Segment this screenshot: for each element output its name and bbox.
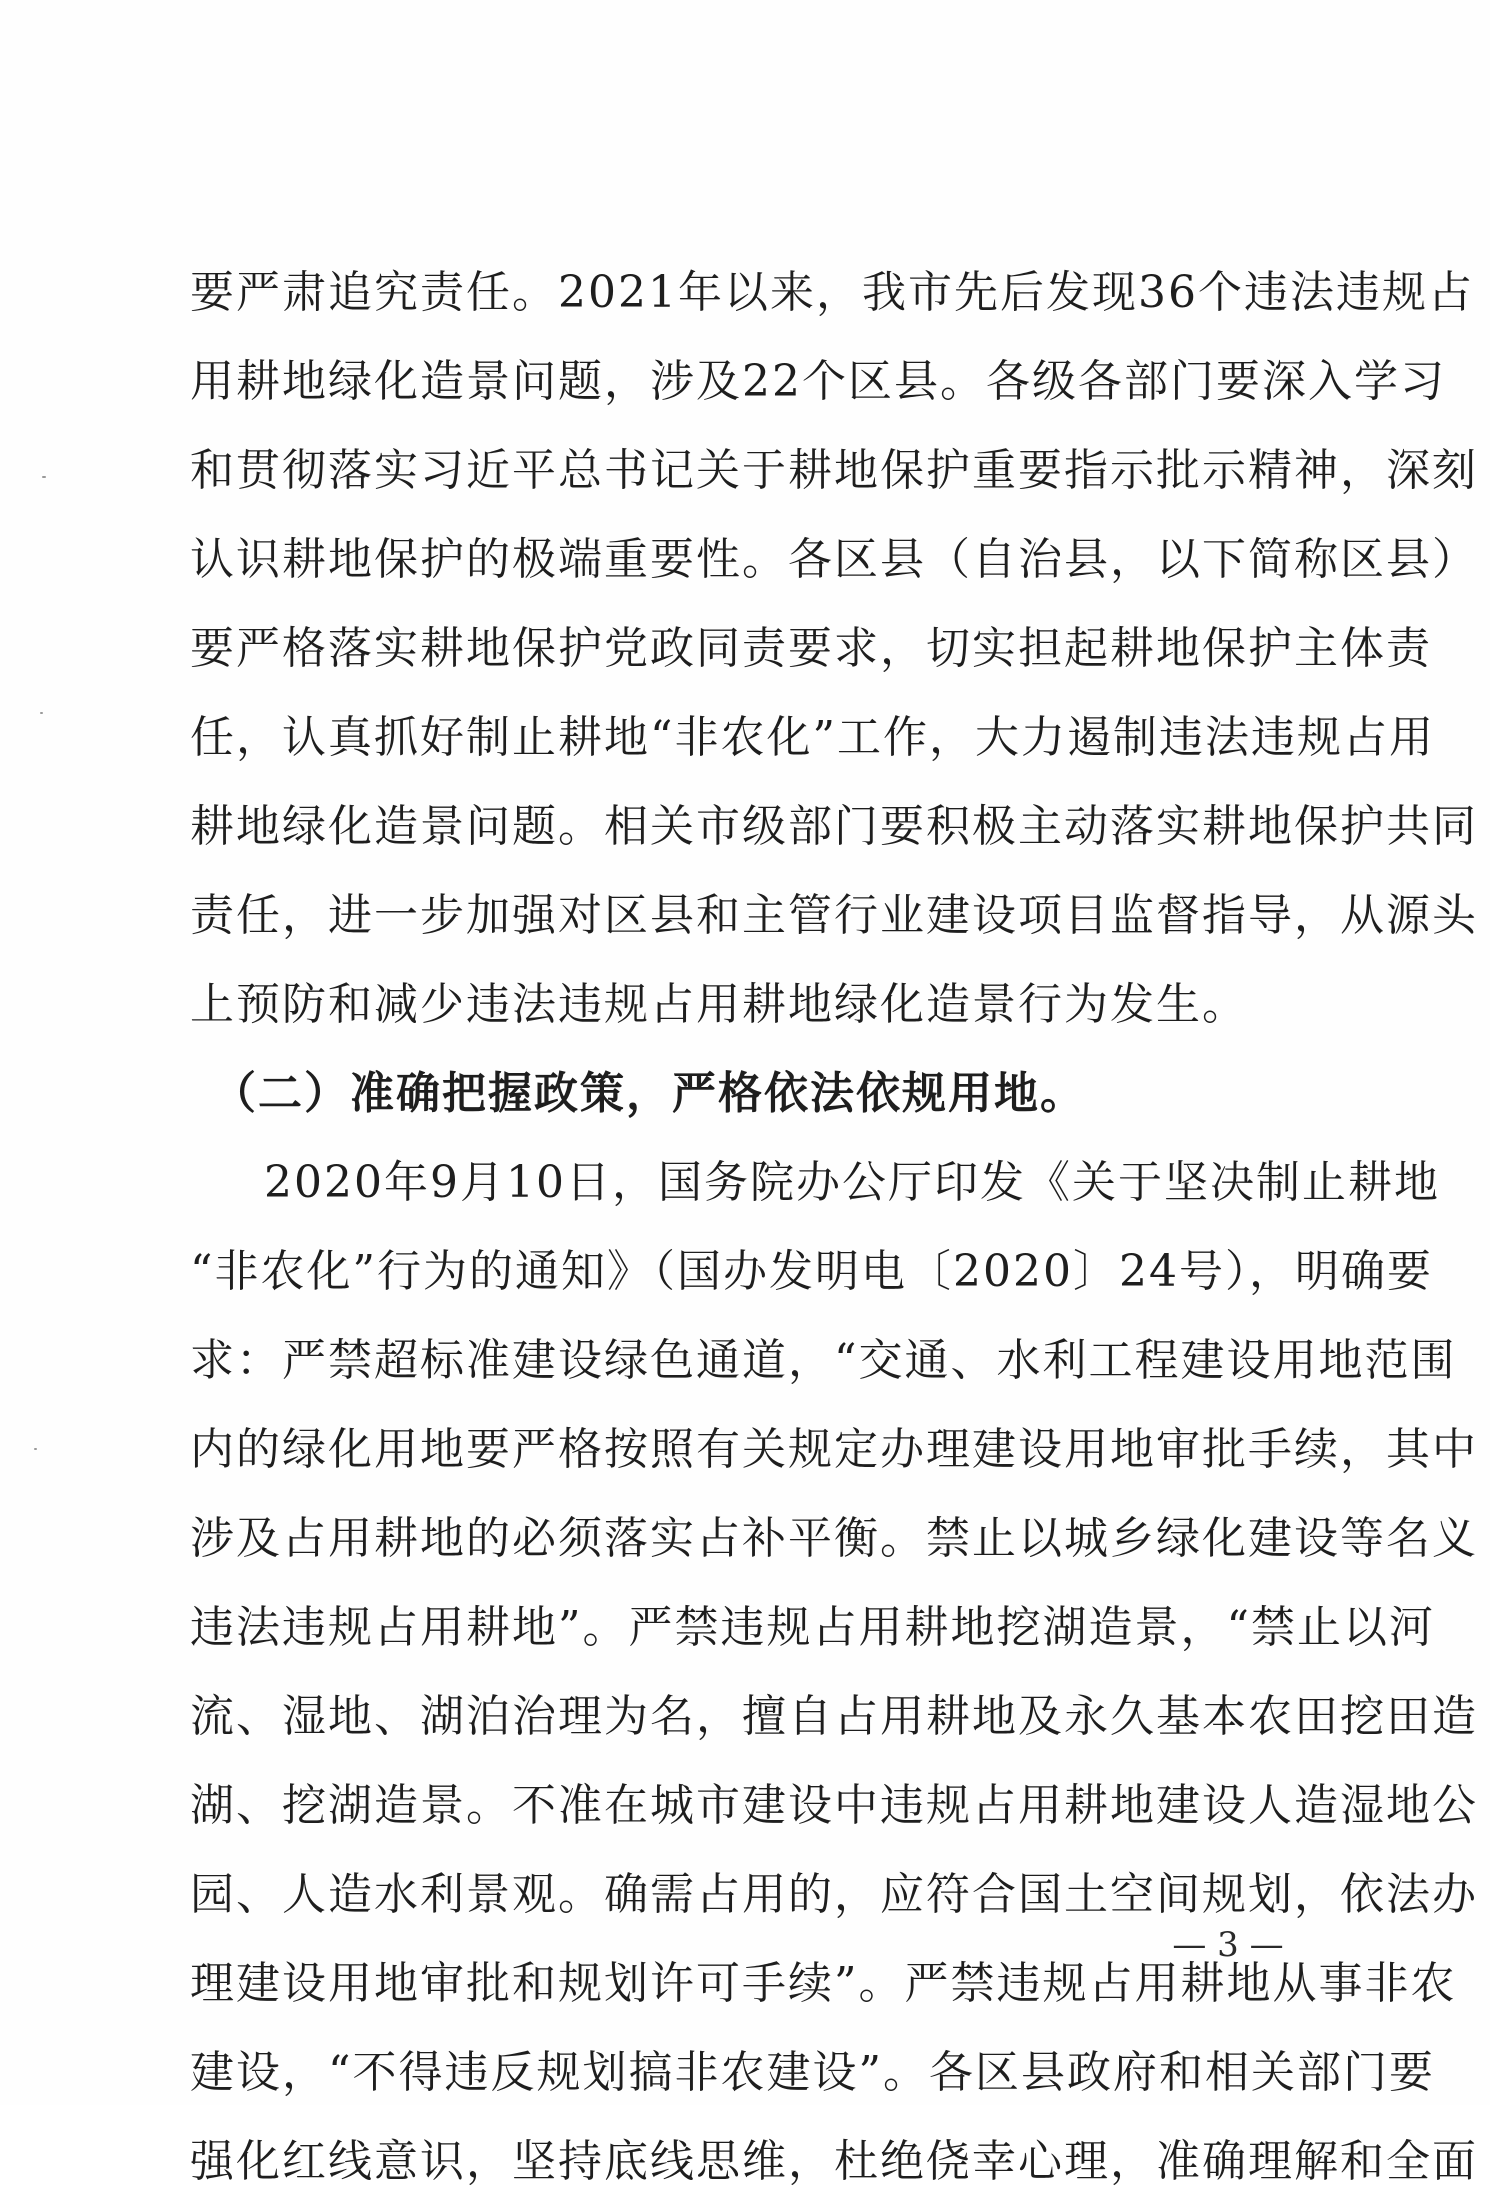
text-line: 耕地绿化造景问题。相关市级部门要积极主动落实耕地保护共同 <box>190 801 1478 852</box>
text-line: 责任，进一步加强对区县和主管行业建设项目监督指导，从源头 <box>190 890 1478 941</box>
text-line: 理建设用地审批和规划许可手续”。严禁违规占用耕地从事非农 <box>190 1958 1457 2009</box>
text-line: 认识耕地保护的极端重要性。各区县（自治县，以下简称区县） <box>190 534 1478 585</box>
text-line: 上预防和减少违法违规占用耕地绿化造景行为发生。 <box>190 979 1248 1030</box>
scan-speck <box>40 712 43 714</box>
text-line: 违法违规占用耕地”。严禁违规占用耕地挖湖造景，“禁止以河 <box>190 1602 1435 1653</box>
text-line: 涉及占用耕地的必须落实占补平衡。禁止以城乡绿化建设等名义 <box>190 1513 1478 1564</box>
text-line: 和贯彻落实习近平总书记关于耕地保护重要指示批示精神，深刻 <box>190 445 1478 496</box>
scan-speck <box>42 476 46 478</box>
text-line: 要严肃追究责任。2021年以来，我市先后发现36个违法违规占 <box>190 267 1474 318</box>
text-line: 园、人造水利景观。确需占用的，应符合国土空间规划，依法办 <box>190 1869 1478 1920</box>
text-line: 任，认真抓好制止耕地“非农化”工作，大力遏制违法违规占用 <box>190 712 1435 763</box>
text-line: 内的绿化用地要严格按照有关规定办理建设用地审批手续，其中 <box>190 1424 1478 1475</box>
text-line: 用耕地绿化造景问题，涉及22个区县。各级各部门要深入学习 <box>190 356 1446 407</box>
text-line: 2020年9月10日，国务院办公厅印发《关于坚决制止耕地 <box>264 1157 1440 1208</box>
scan-speck <box>34 1448 37 1450</box>
page-number: — 3 — <box>1172 1925 1284 1965</box>
text-line: “非农化”行为的通知》（国办发明电〔2020〕24号），明确要 <box>190 1246 1433 1297</box>
text-line: 流、湿地、湖泊治理为名，擅自占用耕地及永久基本农田挖田造 <box>190 1691 1478 1742</box>
text-line: 要严格落实耕地保护党政同责要求，切实担起耕地保护主体责 <box>190 623 1432 674</box>
body-text <box>190 248 1478 2206</box>
text-line: 求：严禁超标准建设绿色通道，“交通、水利工程建设用地范围 <box>190 1335 1457 1386</box>
text-line: 建设，“不得违反规划搞非农建设”。各区县政府和相关部门要 <box>190 2047 1435 2098</box>
section-heading: （二）准确把握政策，严格依法依规用地。 <box>212 1068 1086 1119</box>
text-line: 强化红线意识，坚持底线思维，杜绝侥幸心理，准确理解和全面 <box>190 2136 1478 2187</box>
text-line: 湖、挖湖造景。不准在城市建设中违规占用耕地建设人造湿地公 <box>190 1780 1478 1831</box>
